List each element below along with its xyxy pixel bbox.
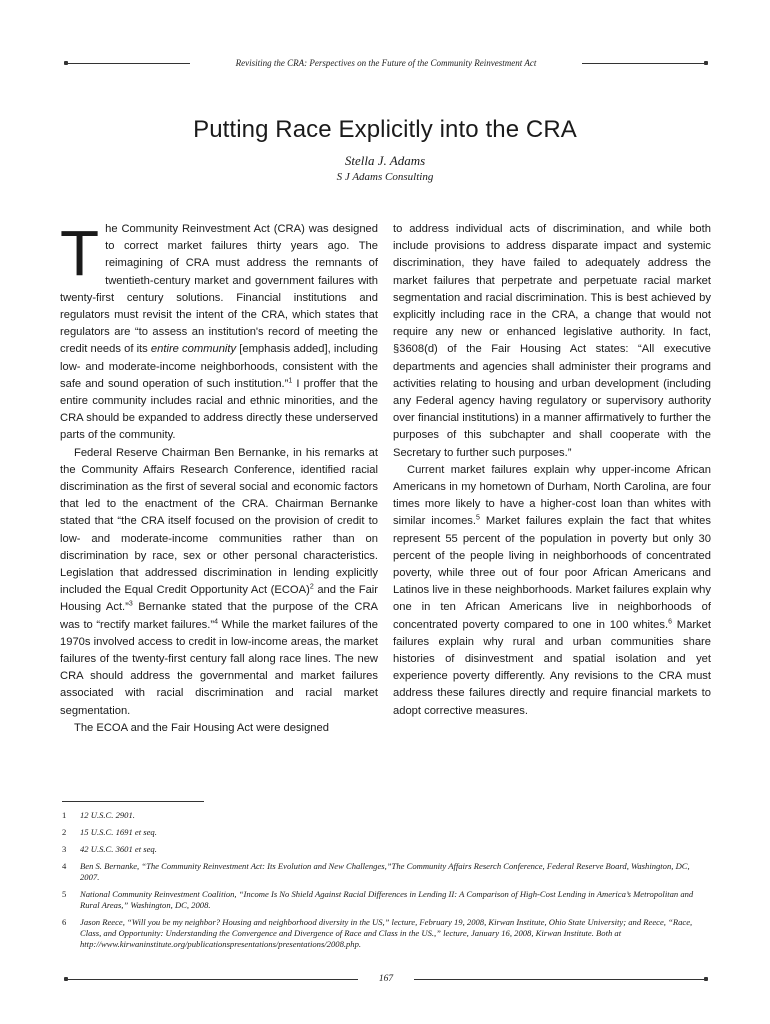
footnote-ref: 4 [214,617,218,625]
footnotes [62,810,710,956]
body-paragraph: Current market failures explain why upper-income African Americans in my hometown of Durham, North Carolina, are four times more likely to have a higher-cost loan than whites with similar incomes.$^5$ Market failures explain the fact that whites represent 55 percent of the population in poverty but only 30 percent of the people living in neighborhoods of concentrated poverty, while three out of four poor African Americans and Latinos live in these neighborhoods. Market failures explain why one in ten African Americans live in neighborhoods of concentrated poverty compared to one in 100 whites.$^6$ Market failures explain why rural and urban communities share histories of disinvestment and spatial isolation and yet experience poverty differently. Any revisions to the CRA must address these failures directly and require financial markets to adopt corrective measures. [393,463,712,717]
footnote: 3 42 U.S.C. 3601 et seq. [62,844,157,854]
body-paragraph: Federal Reserve Chairman Ben Bernanke, in his remarks at the Community Affairs Research Conference, identified racial discrimination as the first of several social and economic factors that led to the enactment of the CRA. Chairman Bernanke stated that “the CRA itself focused on the provision of credit to low- and moderate-income communities rather than on discrimination by race, sex or other personal characteristics. Legislation that addressed discrimination in lending explicitly included the Equal Credit Opportunity Act (ECOA)$^2$ and the Fair Housing Act.”$^3$ Bernanke stated that the purpose of the CRA was to “rectify market failures.”$^4$ While the market failures of the 1970s involved access to credit in low-income areas, the market failures of the twenty-first century fall along race lines. The new CRA should address the governmental and market failures associated with racial discrimination and racial market segmentation. [60,446,378,717]
footnote: 2 15 U.S.C. 1691 et seq. [62,827,157,837]
body-paragraph: The Community Reinvestment Act (CRA) was designed to correct market failures thirty years ago. The reimagining of CRA must address the remnants of twentieth-century market and government failures with twenty-first century solutions. Financial institutions and regulators must revisit the intent of the CRA, which states that regulators are “to assess an institution's record of meeting the credit needs of its entire community [emphasis added], including low- and moderate-income neighborhoods, consistent with the safe and sound operation of such institution.”$^1$ I proffer that the entire community includes racial and ethnic minorities, and the CRA should be expanded to address directly these underserved parts of the community. [60,217,379,442]
footnote-rule [62,801,204,802]
author-affiliation: S J Adams Consulting [336,171,434,183]
footnote: 1 12 U.S.C. 2901. [62,810,135,820]
footnote: 4 Ben S. Bernanke, “The Community Reinvestment Act: Its Evolution and New Challenges,”The Community Affairs Reserch Conference, Federal Reserve Board, Washington, DC, 2007. [62,861,690,882]
footnote-ref: 5 [476,514,480,522]
body-column-left [60,217,379,737]
footnote-ref: 6 [668,617,672,625]
page-number: 167 [371,974,401,984]
footnote-ref: 2 [309,583,314,591]
body-paragraph-continued: to address individual acts of discrimination, and while both include provisions to address disparate impact and systemic discrimination, they have failed to adequately address the market failures that perpetrate and perpetuate racial market segmentation and racial discrimination. This is best achieved by explicitly including race in the CRA, a change that would not require any new or enhanced legislative authority. In fact, §3608(d) of the Fair Housing Act states: “All executive departments and agencies shall administer their programs and activities relating to housing and urban development (including any Federal agency having regulatory or supervisory authority over financial institutions) in a manner affirmatively to further the purposes of this subchapter and shall cooperate with the Secretary to further such purposes.” [393,223,711,459]
running-header [66,56,706,70]
page-footer [66,972,706,986]
body-paragraph: The ECOA and the Fair Housing Act were designed [74,721,329,734]
footnote-ref: 3 [128,600,133,608]
article-title: Putting Race Explicitly into the CRA [193,116,577,143]
running-title: Revisiting the CRA: Perspectives on the Future of the Community Reinvestment Act [226,58,547,68]
footnote: 5 National Community Reinvestment Coalition, “Income Is No Shield Against Racial Differences in Lending II: A Comparison of High-Cost Lending in America’s Metropolitan and Rural Areas,” Washington, DC, 2008. [62,889,694,910]
body-column-right [393,221,711,720]
article-author: Stella J. Adams [344,153,426,168]
footnote: 6 Jason Reece, “Will you be my neighbor? Housing and neighborhood diversity in the US,” lecture, February 19, 2008, Kirwan Institute, Ohio State University; and Reece, “Race, Class, and Opportunity: Understanding the Convergence and Divergence of Race and Class in the US.,” lecture, January 16, 2008, Kirwan Institute. Both at http://www.kirwaninstitute.org/publicationspresentations/presentations/2008.php. [62,917,693,949]
emphasis-text: entire community [150,343,237,356]
footnote-ref: 1 [288,377,293,385]
drop-cap: T [60,217,100,289]
